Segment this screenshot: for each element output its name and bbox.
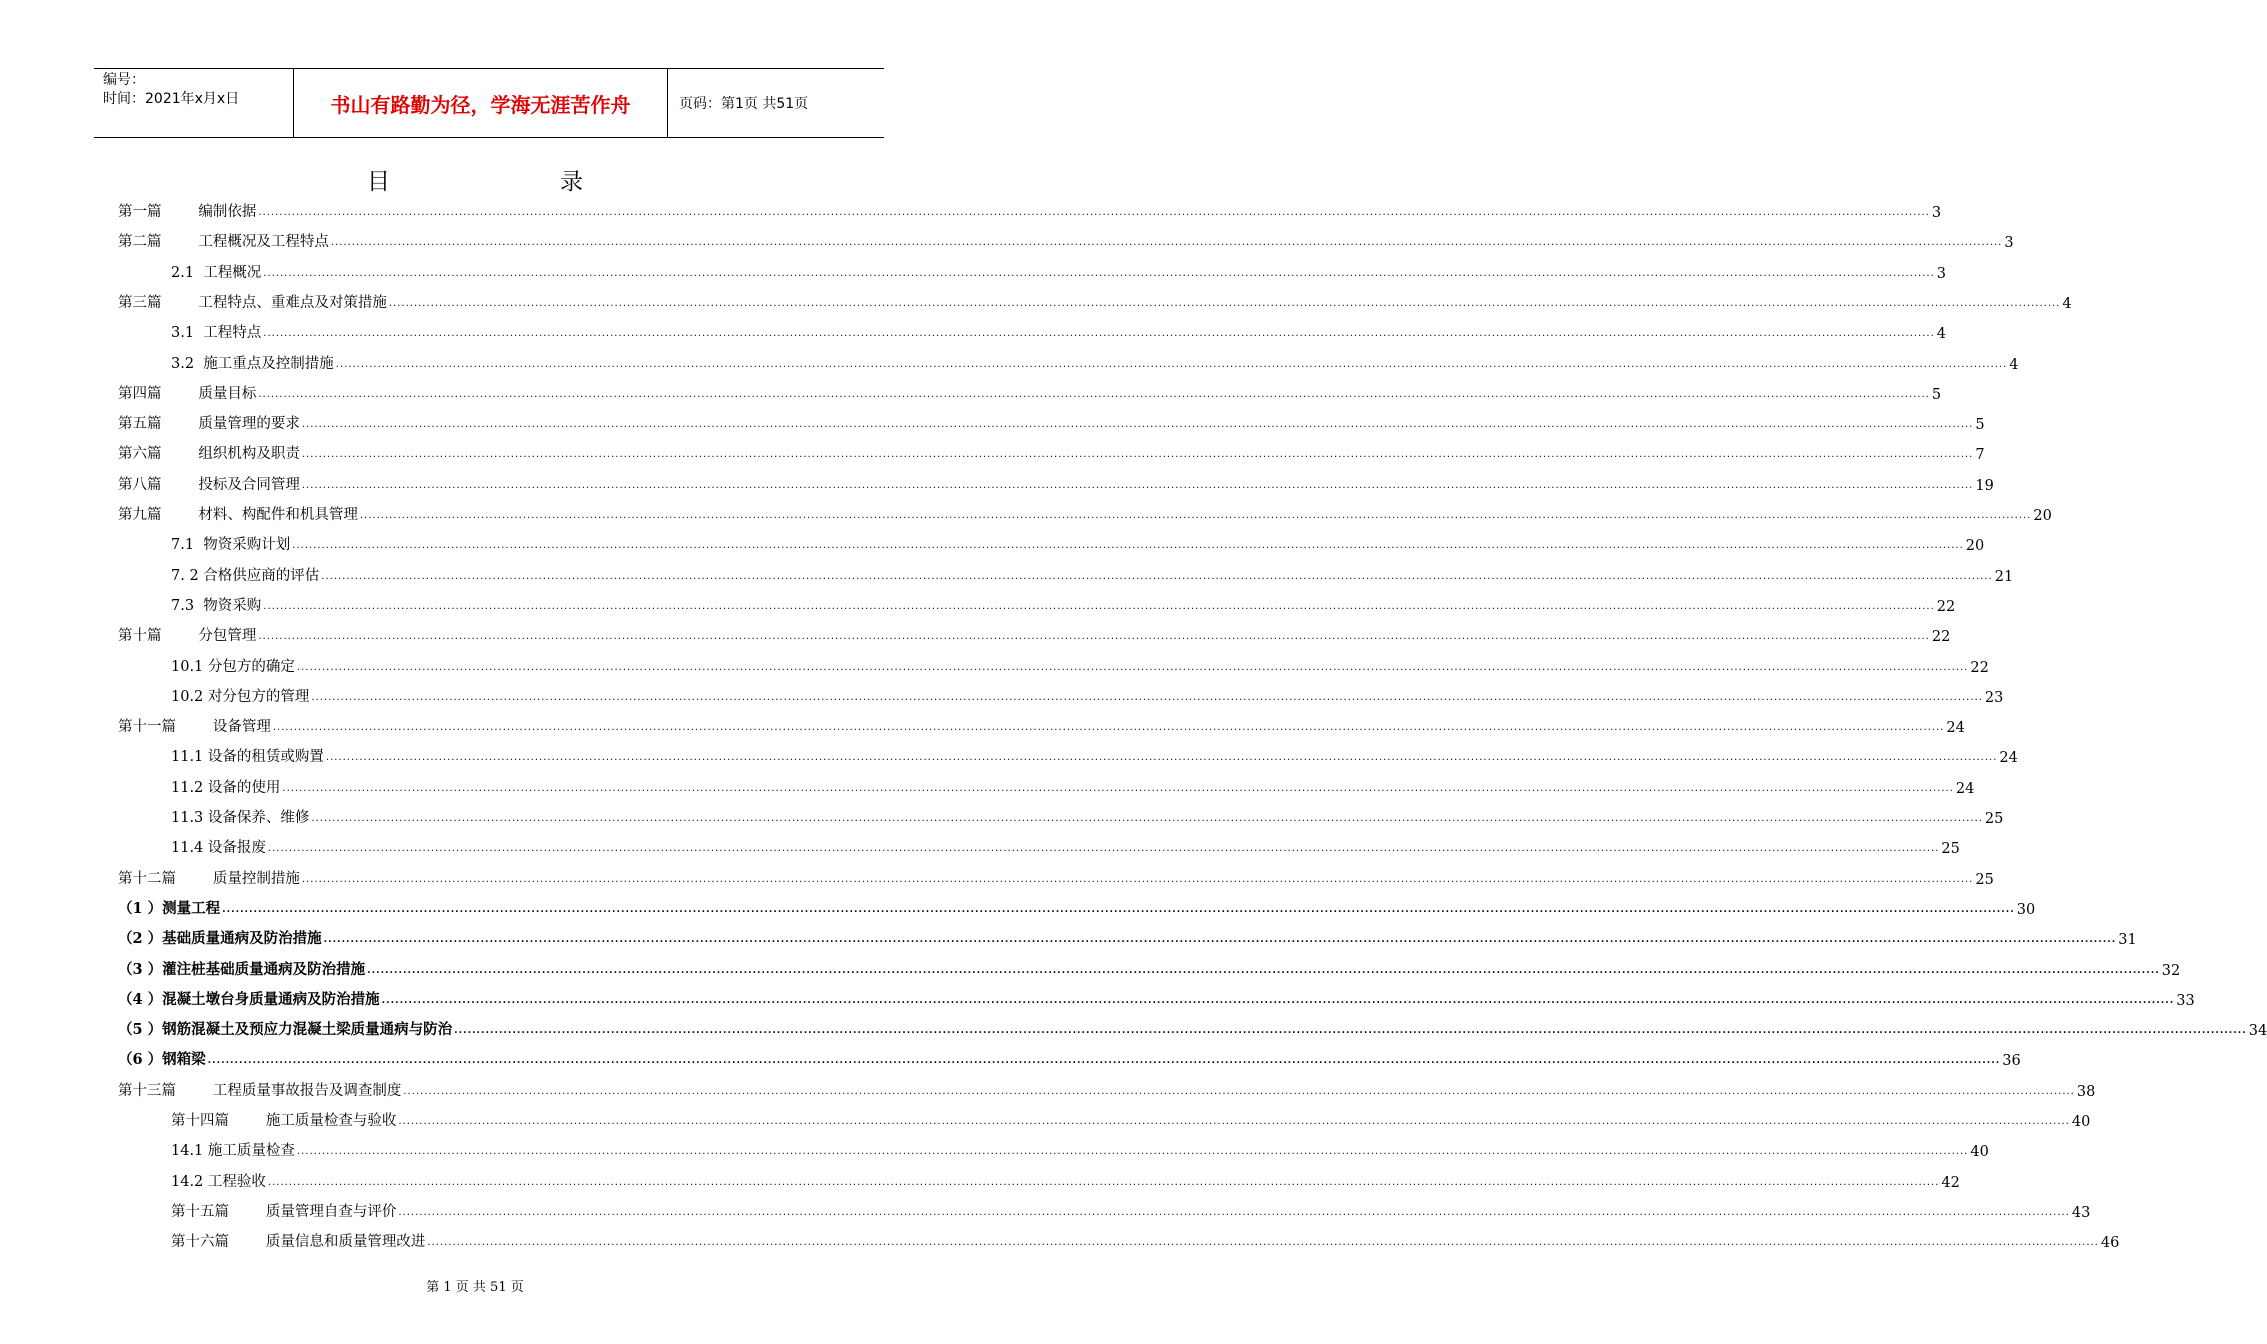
toc-entry-label: 第十五篇 质量管理自查与评价 [171, 1203, 397, 1220]
toc-entry-page: 4 [2062, 295, 2072, 312]
toc-entry-page: 3 [1931, 205, 1942, 221]
toc-leader-dots: ................................................................................................................................................................................................................................................................................................................................................................................................................ [330, 237, 2003, 249]
toc-leader-dots: ................................................................................................................................................................................................................................................................................................................................................................................................................ [292, 540, 1964, 552]
toc-entry-page: 31 [2118, 932, 2137, 949]
toc-entry-page: 34 [2248, 1023, 2267, 1040]
toc-entry[interactable] [118, 411, 1985, 434]
header-motto: 书山有路勤为径，学海无涯苦作舟 [294, 69, 668, 137]
toc-entry[interactable] [171, 1229, 2120, 1252]
toc-entry-page: 3 [2004, 235, 2014, 252]
toc-title: 目录 [367, 169, 753, 195]
toc-entry-label: 2.1 工程概况 [171, 264, 262, 281]
toc-entry-label: 第十四篇 施工质量检查与验收 [171, 1113, 397, 1129]
toc-entry-page: 21 [1994, 568, 2014, 585]
toc-entry[interactable] [171, 775, 1975, 797]
toc-leader-dots: ................................................................................................................................................................................................................................................................................................................................................................................................................ [267, 1176, 1940, 1188]
toc-entry-label: （1 ）测量工程 [118, 899, 221, 917]
time-label: 时间：2021年x月x日 [103, 91, 240, 107]
toc-entry[interactable] [171, 1169, 1960, 1191]
toc-leader-dots: ................................................................................................................................................................................................................................................................................................................................................................................................................ [301, 479, 1974, 491]
toc-entry-page: 22 [1970, 659, 1989, 676]
toc-entry-label: （3 ）灌注桩基础质量通病及防治措施 [118, 960, 366, 978]
page-header [94, 68, 884, 138]
toc-leader-dots: ................................................................................................................................................................................................................................................................................................................................................................................................................ [282, 782, 1954, 794]
toc-entry[interactable] [171, 744, 2018, 767]
toc-leader-dots: ................................................................................................................................................................................................................................................................................................................................................................................................................ [335, 358, 2008, 370]
toc-leader-dots: ................................................................................................................................................................................................................................................................................................................................................................................................................ [359, 510, 2032, 521]
toc-entry-label: 14.1 施工质量检查 [171, 1143, 295, 1160]
toc-leader-dots: ................................................................................................................................................................................................................................................................................................................................................................................................................ [258, 631, 1930, 643]
toc-entry-label: 第六篇 组织机构及职责 [118, 446, 300, 463]
toc-leader-dots: ................................................................................................................................................................................................................................................................................................................................................................................................................ [388, 297, 2061, 309]
toc-leader-dots: ................................................................................................................................................................................................................................................................................................................................................................................................................ [454, 1025, 2247, 1037]
toc-entry-page: 22 [1931, 629, 1951, 646]
toc-entry-label: 7. 2 合格供应商的评估 [171, 567, 320, 584]
toc-leader-dots: ................................................................................................................................................................................................................................................................................................................................................................................................................ [258, 388, 1930, 400]
toc-entry[interactable] [118, 1017, 2267, 1040]
toc-entry-page: 4 [1936, 326, 1946, 343]
toc-entry[interactable] [171, 351, 2019, 373]
toc-leader-dots: ................................................................................................................................................................................................................................................................................................................................................................................................................ [367, 964, 2160, 976]
toc-entry[interactable] [118, 623, 1951, 646]
toc-entry[interactable] [118, 229, 2014, 252]
toc-entry[interactable] [118, 381, 1942, 403]
toc-entry-label: 7.1 物资采购计划 [171, 537, 291, 554]
toc-entry-page: 32 [2161, 962, 2181, 979]
toc-entry-label: 7.3 物资采购 [171, 597, 262, 614]
toc-entry-label: 第十一篇 设备管理 [118, 719, 271, 736]
toc-entry-page: 38 [2076, 1083, 2096, 1100]
toc-leader-dots: ................................................................................................................................................................................................................................................................................................................................................................................................................ [258, 207, 1930, 218]
toc-entry-label: 第五篇 质量管理的要求 [118, 416, 300, 433]
toc-leader-dots: ................................................................................................................................................................................................................................................................................................................................................................................................................ [296, 1146, 1969, 1158]
toc-leader-dots: ................................................................................................................................................................................................................................................................................................................................................................................................................ [296, 661, 1969, 673]
toc-entry-label: 第四篇 质量目标 [118, 385, 257, 402]
toc-leader-dots: ................................................................................................................................................................................................................................................................................................................................................................................................................ [207, 1055, 2001, 1067]
toc-entry[interactable] [118, 290, 2072, 312]
toc-entry[interactable] [171, 684, 2004, 706]
toc-entry-page: 46 [2100, 1235, 2120, 1252]
toc-entry-label: 11.4 设备报废 [171, 840, 266, 857]
toc-entry[interactable] [118, 926, 2137, 949]
toc-entry[interactable] [171, 1199, 2091, 1221]
toc-entry-label: 3.2 施工重点及控制措施 [171, 355, 334, 372]
toc-entry-page: 23 [1984, 689, 2004, 706]
toc-entry-label: 10.1 分包方的确定 [171, 658, 295, 675]
toc-entry[interactable] [118, 1047, 2021, 1070]
toc-entry-label: （2 ）基础质量通病及防治措施 [118, 930, 322, 948]
toc-entry-label: （4 ）混凝土墩台身质量通病及防治措施 [118, 990, 380, 1008]
header-page-info: 页码：第1页 共51页 [679, 96, 809, 112]
serial-label: 编号： [103, 72, 145, 88]
toc-entry[interactable] [171, 805, 2004, 827]
toc-entry-label: 第一篇 编制依据 [118, 204, 257, 220]
toc-entry[interactable] [171, 532, 1985, 555]
toc-leader-dots: ................................................................................................................................................................................................................................................................................................................................................................................................................ [427, 1237, 2099, 1249]
toc-entry-page: 24 [1999, 750, 2018, 767]
toc-entry-page: 20 [1965, 538, 1985, 555]
toc-entry[interactable] [118, 896, 2036, 918]
toc-entry-label: 第三篇 工程特点、重难点及对策措施 [118, 294, 387, 311]
toc-leader-dots: ................................................................................................................................................................................................................................................................................................................................................................................................................ [381, 994, 2175, 1006]
toc-entry-page: 7 [1975, 447, 1985, 464]
toc-entry[interactable] [171, 1138, 1989, 1161]
toc-entry-page: 22 [1936, 598, 1956, 615]
toc-entry-page: 30 [2016, 901, 2036, 918]
toc-entry[interactable] [171, 835, 1960, 858]
toc-entry[interactable] [118, 441, 1985, 464]
toc-entry-page: 19 [1975, 477, 1994, 494]
toc-entry[interactable] [118, 502, 2052, 524]
toc-entry[interactable] [171, 593, 1956, 615]
toc-leader-dots: ................................................................................................................................................................................................................................................................................................................................................................................................................ [321, 570, 1993, 582]
header-meta-cell [94, 69, 294, 137]
toc-entry-label: 第二篇 工程概况及工程特点 [118, 234, 329, 251]
toc-entry-page: 3 [1936, 265, 1946, 282]
toc-entry-page: 25 [1975, 871, 1994, 888]
toc-entry-page: 24 [1946, 720, 1965, 737]
toc-entry[interactable] [118, 987, 2195, 1009]
toc-entry-label: 3.1 工程特点 [171, 325, 262, 342]
toc-entry-page: 25 [1984, 811, 2004, 827]
toc-entry[interactable] [171, 654, 1989, 676]
toc-leader-dots: ................................................................................................................................................................................................................................................................................................................................................................................................................ [403, 1085, 2075, 1097]
toc-entry-page: 36 [2002, 1053, 2021, 1070]
toc-entry-label: 第八篇 投标及合同管理 [118, 476, 300, 493]
toc-entry[interactable] [118, 957, 2181, 979]
toc-entry[interactable] [118, 714, 1965, 737]
toc-entry[interactable] [171, 1108, 2091, 1130]
toc-entry[interactable] [171, 320, 1946, 343]
toc-leader-dots: ................................................................................................................................................................................................................................................................................................................................................................................................................ [323, 934, 2117, 946]
toc-leader-dots: ................................................................................................................................................................................................................................................................................................................................................................................................................ [311, 813, 1983, 824]
toc-leader-dots: ................................................................................................................................................................................................................................................................................................................................................................................................................ [398, 1116, 2070, 1127]
toc-entry[interactable] [171, 260, 1946, 282]
toc-leader-dots: ................................................................................................................................................................................................................................................................................................................................................................................................................ [301, 873, 1974, 885]
toc-leader-dots: ................................................................................................................................................................................................................................................................................................................................................................................................................ [311, 691, 1983, 703]
toc-entry-page: 40 [1970, 1144, 1989, 1161]
toc-leader-dots: ................................................................................................................................................................................................................................................................................................................................................................................................................ [301, 449, 1974, 461]
toc-entry-page: 4 [2009, 356, 2019, 373]
toc-entry-label: 11.3 设备保养、维修 [171, 810, 310, 826]
toc-leader-dots: ................................................................................................................................................................................................................................................................................................................................................................................................................ [325, 752, 1998, 764]
toc-leader-dots: ................................................................................................................................................................................................................................................................................................................................................................................................................ [263, 600, 1935, 612]
toc-entry-label: 第十篇 分包管理 [118, 628, 257, 645]
toc-entry-label: 11.1 设备的租赁或购置 [171, 749, 324, 766]
toc-entry-page: 20 [2033, 508, 2052, 524]
toc-entry[interactable] [171, 563, 2014, 585]
toc-entry-page: 25 [1941, 841, 1960, 858]
toc-leader-dots: ................................................................................................................................................................................................................................................................................................................................................................................................................ [263, 267, 1935, 279]
toc-leader-dots: ................................................................................................................................................................................................................................................................................................................................................................................................................ [272, 722, 1945, 734]
toc-leader-dots: ................................................................................................................................................................................................................................................................................................................................................................................................................ [398, 1206, 2070, 1218]
toc-leader-dots: ................................................................................................................................................................................................................................................................................................................................................................................................................ [263, 328, 1935, 340]
toc-entry-page: 5 [1931, 386, 1942, 403]
toc-entry-label: 第十二篇 质量控制措施 [118, 870, 300, 887]
toc-entry-label: （6 ）钢箱梁 [118, 1051, 206, 1069]
toc-entry-label: 11.2 设备的使用 [171, 779, 281, 796]
toc-entry[interactable] [118, 866, 1994, 888]
toc-entry[interactable] [118, 1078, 2096, 1100]
toc-entry-label: 第九篇 材料、构配件和机具管理 [118, 507, 358, 523]
toc-entry-label: （5 ）钢筋混凝土及预应力混凝土梁质量通病与防治 [118, 1021, 453, 1039]
toc-entry[interactable] [118, 472, 1994, 494]
toc-leader-dots: ................................................................................................................................................................................................................................................................................................................................................................................................................ [222, 903, 2015, 915]
toc-entry-label: 14.2 工程验收 [171, 1173, 266, 1190]
toc-entry-page: 42 [1941, 1174, 1960, 1191]
toc-entry-page: 33 [2176, 992, 2195, 1009]
toc-entry-label: 第十六篇 质量信息和质量管理改进 [171, 1234, 426, 1251]
toc-entry-page: 43 [2071, 1204, 2091, 1221]
page-footer: 第 1 页 共 51 页 [426, 1280, 524, 1295]
toc-entry-page: 24 [1955, 780, 1975, 797]
toc-leader-dots: ................................................................................................................................................................................................................................................................................................................................................................................................................ [301, 419, 1974, 431]
toc-leader-dots: ................................................................................................................................................................................................................................................................................................................................................................................................................ [267, 843, 1940, 855]
toc-entry-label: 第十三篇 工程质量事故报告及调查制度 [118, 1082, 402, 1099]
toc-entry-page: 5 [1975, 417, 1985, 434]
toc-entry-label: 10.2 对分包方的管理 [171, 688, 310, 705]
toc-entry[interactable] [118, 199, 1942, 221]
toc-entry-page: 40 [2071, 1114, 2091, 1130]
